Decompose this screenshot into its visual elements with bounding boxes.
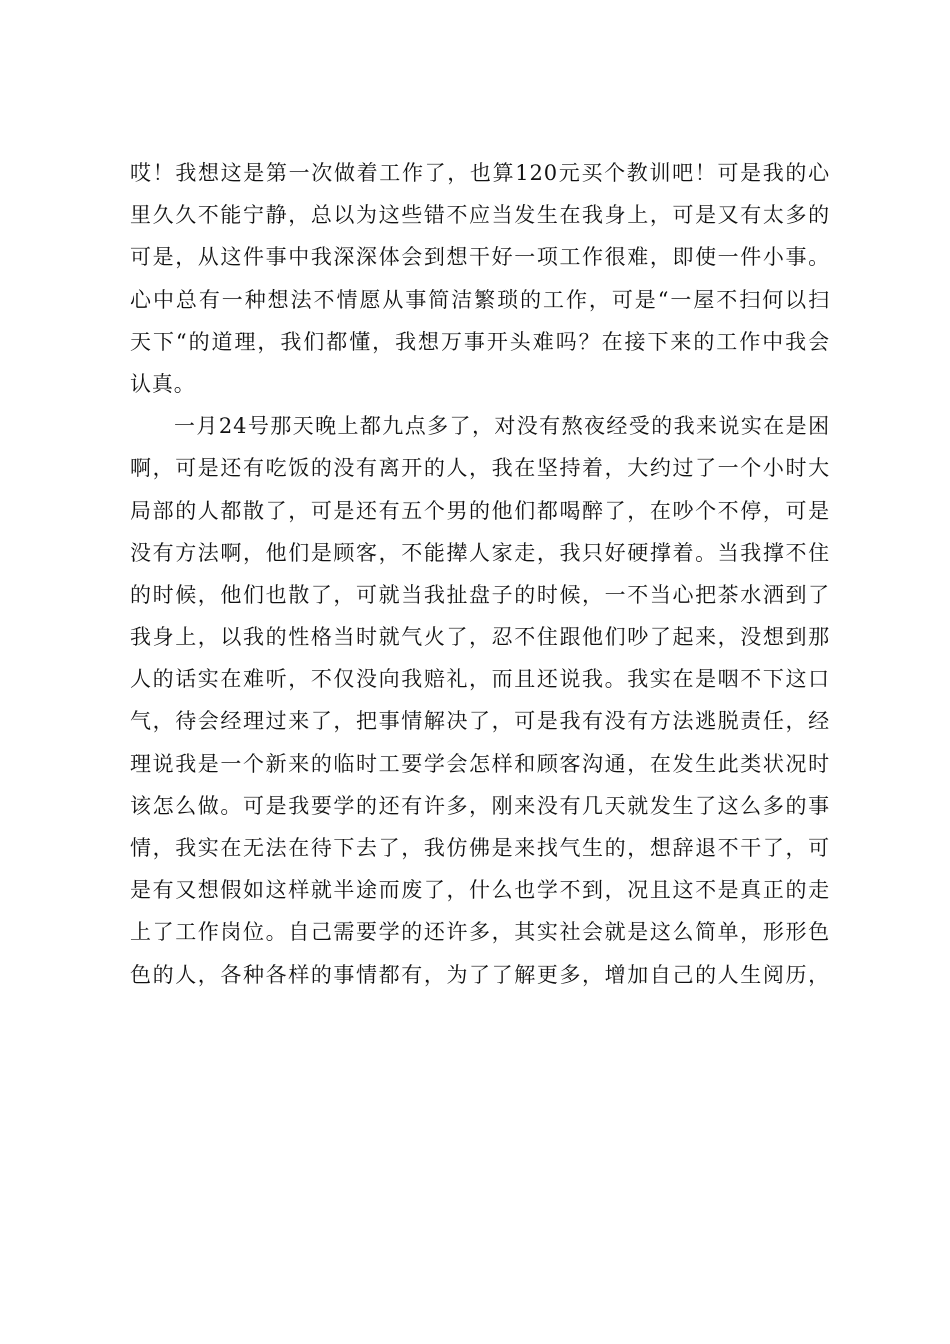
text-line-3: 可是，从这件事中我深深体会到想干好一项工作很难，即使一件小事。 [130, 245, 830, 270]
text-line-17: 情，我实在无法在待下去了，我仿佛是来找气生的，想辞退不干了，可 [130, 836, 830, 860]
text-line-1: 哎！我想这是第一次做着工作了，也算120元买个教训吧！可是我的心 [130, 161, 830, 185]
text-line-4: 心中总有一种想法不情愿从事简洁繁琐的工作，可是“一屋不扫何以扫 [130, 287, 830, 312]
body-text [130, 152, 830, 996]
text-line-6: 认真。 [130, 371, 196, 396]
text-line-10: 没有方法啊，他们是顾客，不能撵人家走，我只好硬撑着。当我撑不住 [130, 540, 830, 565]
paragraph-start-line: 一月24号那天晚上都九点多了，对没有熬夜经受的我来说实在是困 [174, 414, 830, 439]
text-line-11: 的时候，他们也散了，可就当我扯盘子的时候，一不当心把茶水洒到了 [130, 582, 830, 607]
text-line-20: 色的人，各种各样的事情都有，为了了解更多，增加自己的人生阅历， [130, 962, 830, 987]
text-line-5: 天下“的道理，我们都懂，我想万事开头难吗？在接下来的工作中我会 [130, 329, 830, 354]
text-line-8: 啊，可是还有吃饭的没有离开的人，我在坚持着，大约过了一个小时大 [130, 456, 830, 481]
text-line-16: 该怎么做。可是我要学的还有许多，刚来没有几天就发生了这么多的事 [130, 793, 830, 818]
text-line-13: 人的话实在难听，不仅没向我赔礼，而且还说我。我实在是咽不下这口 [130, 667, 830, 692]
text-line-9: 局部的人都散了，可是还有五个男的他们都喝醉了，在吵个不停，可是 [130, 498, 830, 523]
text-line-18: 是有又想假如这样就半途而废了，什么也学不到，况且这不是真正的走 [130, 878, 830, 903]
text-line-12: 我身上，以我的性格当时就气火了，忍不住跟他们吵了起来，没想到那 [130, 625, 830, 650]
text-line-15: 理说我是一个新来的临时工要学会怎样和顾客沟通，在发生此类状况时 [130, 751, 830, 776]
text-line-19: 上了工作岗位。自己需要学的还许多，其实社会就是这么简单，形形色 [130, 920, 830, 945]
text-line-14: 气，待会经理过来了，把事情解决了，可是我有没有方法逃脱责任，经 [130, 709, 830, 734]
text-line-2: 里久久不能宁静，总以为这些错不应当发生在我身上，可是又有太多的 [130, 203, 830, 228]
